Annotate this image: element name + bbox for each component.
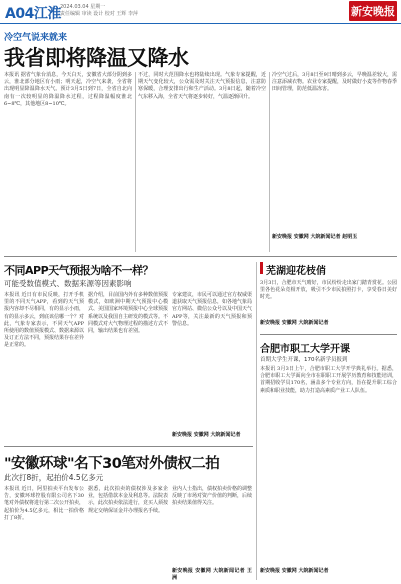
story2-subhead: 可能受数值模式、数据来源等因素影响 [4,279,132,288]
top-story-byline: 新安晚报 安徽网 大皖新闻记者 赵明玉 [272,234,358,240]
section-rule [4,256,397,257]
story3-col-2: 据悉，此次拍卖的债权涉及多家企业，包括借款本金及利息等。法院表示，此次拍卖依法进行，竞买人须按规定交纳保证金并办理报名手续。 [88,486,169,514]
top-story-col-3: 冷空气过后，3月8日至9日晴到多云，早晚温差较大，需注意添减衣物。农业专家提醒，及时做好小麦等作物春季田间管理，防范低温冻害。 [272,72,398,93]
story2-col-2: 据介绍，目前国内外有多种数值预报模式，如欧洲中期天气预报中心模式、美国国家环境预报中心全球预报系统以及我国自主研发的模式等。不同模式对大气物理过程的描述方式不同，输出结果也有差别。 [88,292,169,335]
story3-col-3: 业内人士指出，债权拍卖价格的调整反映了市场对资产价值的判断，后续拍卖结果值得关注。 [172,486,253,507]
side2-body: 本报讯 3月3日上午，合肥市职工大学开学典礼举行。据悉，合肥市职工大学面向全市在职职工开展学历教育和技能培训，首期招收学员170名，涵盖多个专业方向，旨在提升职工综合素质和职业技能，助力打造高素质产业工人队伍。 [260,366,397,394]
column-divider [135,72,136,252]
edition-date: 2024.03.04 星期一 [60,4,106,10]
section-rule [4,446,253,447]
masthead [0,0,401,24]
side2-title: 合肥市职工大学开课 [260,344,350,355]
side-rule [260,334,397,335]
side2-subhead: 首期大学生开课，170名新学员报到 [260,357,348,363]
edition-meta [60,4,138,18]
story3-headline: "安徽环球"名下30笔对外债权二拍 [4,456,220,472]
top-story-kicker: 冷空气说来就来 [4,33,68,43]
edition-editors: 责任编辑 审读 设计 校对 王辉 李萍 [60,11,138,17]
top-story-col-2: 不过，同时大范围降水也将陆续出现。气象专家提醒，近期天气变化较大，公众需及时关注天气预报信息，注意防寒保暖，合理安排出行和生产活动。3月8日起，随着冷空气东移入海，全省天气将逐步转好，气温逐渐回升。 [138,72,266,100]
page-label: A04江淮 [5,6,61,22]
story3-col-1: 本报讯 近日，阿里拍卖平台发布公告，安徽环球控股有限公司名下30笔对外债权将进行第二次公开拍卖，起拍价为4.5亿多元，相比一拍价格打了8折。 [4,486,85,521]
column-divider [269,72,270,252]
story2-col-3: 专家建议，市民可以通过官方权威渠道获取天气预报信息，如各地气象局官方网站、微信公众号以及中国天气APP等，关注最新的天气预报和预警信息。 [172,292,253,327]
side1-accent-bar [260,262,263,274]
story2-col-1: 本报讯 近日有市民反映，打开手机里的不同天气APP，看到的天气预报内容却不尽相同，有的显示小雨，有的显示多云，到底该信哪一个？对此，气象专家表示，不同天气APP所使用的数值预报模式、数据来源以及订正方法不同，预报结果存在差异是正常的。 [4,292,85,349]
side1-title: 芜湖迎花枝俏 [266,266,326,277]
top-story-headline: 我省即将降温又降水 [4,46,189,70]
side1-byline: 新安晚报 安徽网 大皖新闻记者 [260,320,329,326]
story2-headline: 不同APP天气预报为啥不一样？ [4,264,154,277]
sidebar-divider [256,262,257,580]
top-story-col-1: 本报讯 据省气象台消息，今天白天，安徽省大部分阴到多云，淮北部分地区有小雨；明天起，冷空气来袭，全省将出现明显降温降水天气。预计3月5日到7日，全省自北向南有一次较明显的降温降水过程，过程降温幅度淮北6~8℃，其他地区8~10℃。 [4,72,132,107]
story3-byline: 新安晚报 安徽网 大皖新闻记者 王洲 [172,568,252,582]
side1-body: 3月3日，合肥市天气晴好，市民纷纷走出家门踏青赏花。公园里各色花朵竞相开放，吸引不少市民拍照打卡，享受春日美好时光。 [260,280,397,301]
story3-subhead: 此次打8折，起拍价4.5亿多元 [4,473,104,482]
story2-byline: 新安晚报 安徽网 大皖新闻记者 [172,432,241,438]
newspaper-logo: 新安晚报 [349,1,397,21]
side2-byline: 新安晚报 安徽网 大皖新闻记者 [260,568,329,574]
